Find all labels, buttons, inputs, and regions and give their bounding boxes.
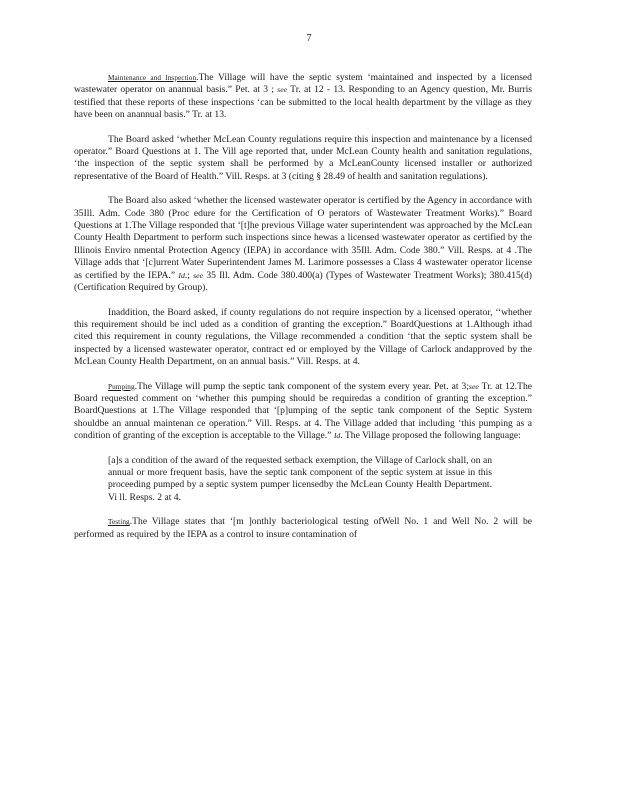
section-heading-pumping: Pumping [108, 382, 135, 391]
paragraph-inspection-condition: Inaddition, the Board asked, if county regulations do not require inspection by a licensed operator, ‘‘whether this requirement should be incl uded as a condition of granting the exception.” BoardQuestions at 1.Although ithad cited this requirement in county regulations, the Village recommended a condition ‘that the septic system shall be inspected by a licensed wastewater operator, contract ed or employed by the Village of Carlock andapproved by the McLean County Health Department, on an annual basis.” Vill. Resps. at 4. [74, 306, 532, 368]
document-body [74, 72, 532, 553]
block-quote-pumping-condition: [a]s a condition of the award of the requested setback exemption, the Village of Carlock shall, on an annual or more frequent basis, have the septic tank component of the septic system at issue in this proceeding pumped by a septic system pumper licensedby the McLean County Health Department. Vi ll. Resps. 2 at 4. [108, 454, 492, 503]
paragraph-testing: Testing.The Village states that ‘[m ]onthly bacteriological testing ofWell No. 1 and Well No. 2 will be performed as required by the IEPA as a control to insure contamination of [74, 516, 532, 540]
paragraph-pumping: Pumping.The Village will pump the septic tank component of the system every year. Pet. at 3;see Tr. at 12.The Board requested comment on ‘whether this pumping should be requiredas a condition of granting the exception.” BoardQuestions at 1.The Village responded that ‘[p]umping of the septic tank component of the Septic System shouldbe an annual maintenan ce operation.” Vill. Resps. at 4. The Village added that including ‘this pumping as a condition of granting of the exception is acceptable to the Village.” Id. The Village proposed the following language: [74, 380, 532, 442]
section-heading-maintenance: Maintenance and Inspection [108, 74, 197, 82]
paragraph-operator-certification: The Board also asked ‘whether the licensed wastewater operator is certified by the Agency in accordance with 35Ill. Adm. Code 380 (Proc edure for the Certification of O perators of Wastewater Treatment Works).” Board Questions at 1.The Village responded that ‘[t]he previous Village water superintendent was approached by the McLean County Health Department to perform such inspections since hewas a licensed wastewater operator as certified by the Illinois Enviro nmental Protection Agency (IEPA) in accordance with 35Ill. Adm. Code 380.” Vill. Resps. at 4 .The Village adds that ‘[c]urrent Water Superintendent James M. Larimore possesses a Class 4 wastewater operator license as certified by the IEPA.” Id.; see 35 Ill. Adm. Code 380.400(a) (Types of Wastewater Treatment Works); 380.415(d) (Certification Required by Group). [74, 195, 533, 294]
paragraph-county-regulations: The Board asked ‘whether McLean County regulations require this inspection and maintenance by a licensed operator.” Board Questions at 1. The Vill age reported that, under McLean County health and sanitation regulations, ‘the inspection of the septic system shall be performed by a McLeanCounty licensed installer or authorized representative of the Board of Health.” Vill. Resps. at 3 (citing § 28.49 of health and sanitation regulations). [74, 133, 532, 182]
section-heading-testing: Testing [108, 518, 130, 527]
paragraph-maintenance: Maintenance and Inspection.The Village will have the septic system ‘maintained and inspected by a licensed wastewater operator on anannual basis.” Pet. at 3 ; see Tr. at 12 - 13. Responding to an Agency question, Mr. Burris testified that these reports of these inspections ‘can be submitted to the local health department by the village as they have been on anannual basis.” Tr. at 13. [74, 72, 532, 121]
page-number: 7 [306, 33, 312, 44]
